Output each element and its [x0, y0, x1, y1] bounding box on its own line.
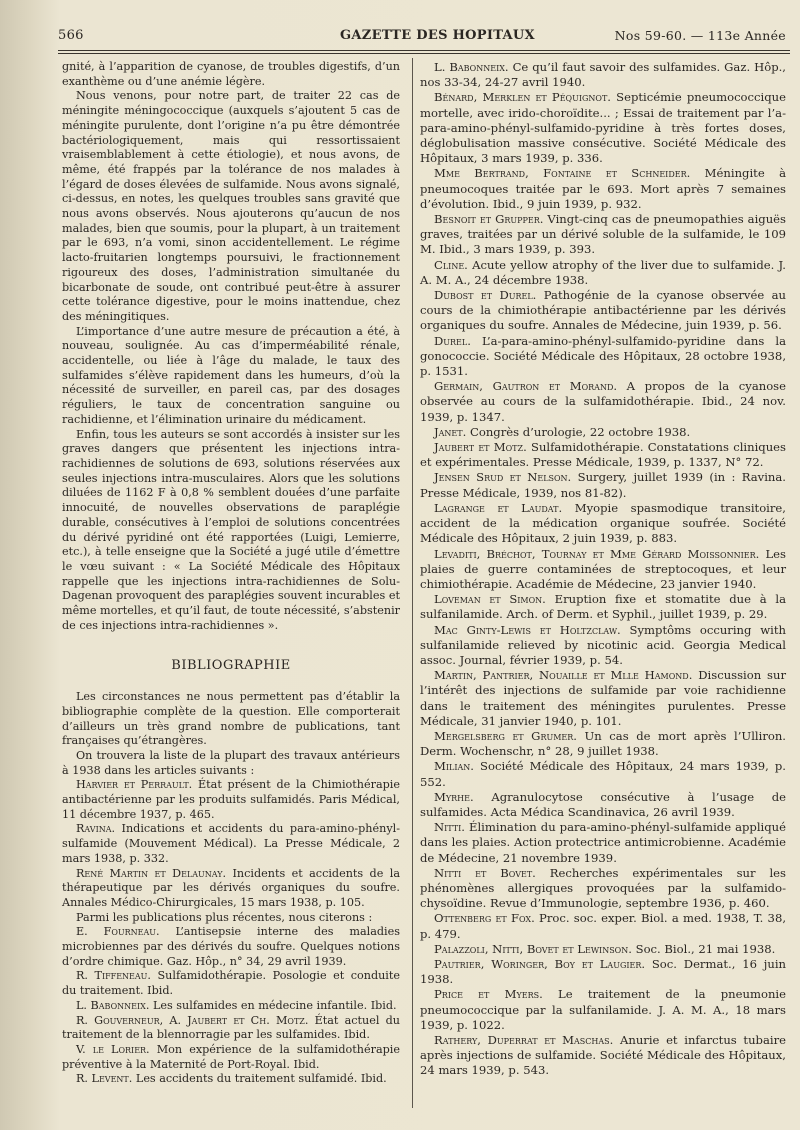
left-column [62, 60, 400, 1087]
reference-author: Levaditi, Bréchot, Tournay et Mme Gérard Moissonnier. [434, 546, 760, 561]
paragraph: On trouvera la liste de la plupart des travaux antérieurs à 1938 dans les articles suivants : [62, 748, 400, 777]
reference-author: Germain, Gautron et Morand. [434, 379, 618, 394]
reference-text: Ce qu’il faut savoir des sulfamides. Gaz. Hôp., nos 33-34, 24-27 avril 1940. [420, 60, 786, 90]
paragraph: Enfin, tous les auteurs se sont accordés à insister sur les graves dangers que présentent les injections intra-rachidiennes de solutions de 693, solutions réservées aux seules injections intra-musculaires. Alors que les solutions diluées de 1162 F à 0,8 % semblent douées d’une parfaite innocuité, de nouvelles observations de paraplégie durable, consécutives à l’emploi de solutions concentrées du dérivé pyridiné ont été rapportées (Luigi, Lemierre, etc.), à telle enseigne que la Société a jugé utile d’émettre le vœu suivant : « La Société Médicale des Hôpitaux rappelle que les injections intra-rachidiennes de Solu-Dagenan provoquent des paraplégies souvent incurables et même mortelles, et qu’il faut, de toute nécessité, s’abstenir de ces injections intra-rachidiennes ». [62, 427, 400, 632]
reference-entry [420, 592, 786, 622]
reference-author: L. Babonneix. [76, 998, 150, 1012]
reference-text: Acute yellow atrophy of the liver due to sulfamide. J. A. M. A., 24 décembre 1938. [420, 257, 786, 287]
section-heading: BIBLIOGRAPHIE [171, 658, 291, 674]
reference-text: État présent de la Chimiothérapie antibactérienne par les produits sulfamidés. Paris Médical, 11 décembre 1937, p. 465. [62, 778, 400, 821]
reference-author: Lagrange et Laudat. [434, 500, 563, 515]
reference-text: Surgery, juillet 1939 (in : Ravina. Presse Médicale, 1939, nos 81-82). [420, 470, 786, 500]
reference-author: Ottenberg et Fox. [434, 911, 535, 926]
paragraph: gnité, à l’apparition de cyanose, de troubles digestifs, d’un exanthème ou d’une anémie légère. [62, 60, 400, 88]
reference-author: Jensen Srud et Nelson. [434, 470, 572, 485]
reference-entry [62, 999, 400, 1014]
reference-author: R. Levent. [76, 1072, 133, 1086]
reference-author: Palazzoli, Nitti, Bovet et Lewinson. [434, 941, 632, 956]
reference-author: Nitti et Bovet. [434, 865, 536, 880]
reference-author: Ravina. [76, 822, 116, 836]
reference-entry [420, 790, 786, 820]
reference-text: Recherches expérimentales sur les phénomènes allergiques provoquées par la sulfamido-chysoïdine. Revue d’Immunologie, septembre 1936, p. 460. [420, 865, 786, 911]
reference-text: Soc. Biol., 21 mai 1938. [631, 941, 776, 956]
reference-text: Anurie et infarctus tubaire après injections de sulfamide. Société Médicale des Hôpitaux, 24 mars 1939, p. 543. [420, 1033, 786, 1078]
reference-entry [420, 1033, 786, 1079]
reference-author: Martin, Pantrier, Nouaille et Mlle Hamond. [434, 668, 693, 683]
reference-text: Agranulocytose consécutive à l’usage de sulfamides. Acta Médica Scandinavica, 26 avril 1939. [420, 789, 786, 819]
reference-text: Myopie spasmodique transitoire, accident de la médication organique soufrée. Société Médicale des Hôpitaux, 2 juin 1939, p. 883. [420, 500, 786, 546]
page-header [58, 24, 790, 46]
reference-entry [62, 778, 400, 822]
reference-author: Myrhe. [434, 789, 474, 804]
reference-text: Indications et accidents du para-amino-phényl-sulfamide (Mouvement Médical). La Presse Médicale, 2 mars 1938, p. 332. [62, 822, 400, 865]
paragraph: L’importance d’une autre mesure de précaution a été, à nouveau, soulignée. Au cas d’imperméabilité rénale, accidentelle, ou liée à l’âge du malade, le taux des sulfamides s’élève rapidement dans les humeurs, d’où la nécessité de surveiller, en pareil cas, par des dosages réguliers, le taux de concentration sanguine ou rachidienne, et l’élimination urinaire du médicament. [62, 324, 400, 426]
reference-author: Loveman et Simon. [434, 592, 546, 607]
reference-author: Besnoit et Grupper. [434, 212, 544, 227]
reference-author: R. Tiffeneau. [76, 969, 151, 983]
issue-info: Nos 59-60. — 113e Année [614, 28, 786, 43]
reference-text: A propos de la cyanose observée au cours de la sulfamidothérapie. Ibid., 24 nov. 1939, p. 1347. [420, 379, 786, 424]
reference-author: Milian. [434, 759, 474, 774]
reference-author: R. Gouverneur, A. Jaubert et Ch. Motz. [76, 1013, 309, 1027]
reference-list [62, 925, 400, 1087]
reference-text: Société Médicale des Hôpitaux, 24 mars 1939, p. 552. [420, 759, 786, 789]
reference-entry [420, 334, 786, 380]
reference-author: Jaubert et Motz. [434, 440, 527, 455]
reference-entry [62, 969, 400, 998]
reference-entry [62, 822, 400, 866]
reference-text: Symptôms occuring with sulfanilamide relieved by nicotinic acid. Georgia Medical assoc. Journal, février 1939, p. 54. [420, 622, 786, 667]
header-rule-double [58, 53, 790, 54]
reference-text: Le traitement de la pneumonie pneumococcique par la sulfanilamide. J. A. M. A., 18 mars 1939, p. 1022. [420, 987, 786, 1032]
reference-text: État actuel du traitement de la blennorragie par les sulfamides. Ibid. [62, 1013, 400, 1042]
paragraph: Les circonstances ne nous permettent pas d’établir la bibliographie complète de la question. Elle comporterait d’ailleurs un très grand nombre de publications, tant françaises qu’étrangères. [62, 690, 400, 748]
reference-text: Eruption fixe et stomatite due à la sulfanilamide. Arch. of Derm. et Syphil., juillet 1939, p. 29. [420, 592, 786, 622]
journal-title: GAZETTE DES HOPITAUX [340, 28, 535, 43]
reference-author: L. Babonneix. [434, 60, 509, 74]
right-column [420, 60, 786, 1079]
reference-entry [420, 90, 786, 166]
reference-entry [420, 288, 786, 334]
reference-entry [420, 258, 786, 288]
reference-text: Congrès d’urologie, 22 octobre 1938. [466, 424, 691, 439]
reference-author: E. Fourneau. [76, 925, 160, 939]
reference-text: Incidents et accidents de la thérapeutique par les dérivés organiques du soufre. Annales Médico-Chirurgicales, 15 mars 1938, p. 105. [62, 866, 400, 909]
reference-author: Mme Bertrand, Fontaine et Schneider. [434, 166, 691, 181]
reference-entry [420, 668, 786, 729]
reference-text: Proc. soc. exper. Biol. a med. 1938, T. 38, p. 479. [420, 911, 786, 941]
reference-text: Septicémie pneumococcique mortelle, avec irido-choroïdite... ; Essai de traitement par l’a-para-amino-phényl-sulfamido-pyridine à très fortes doses, déglobulisation massive consécutive. Société Médicale des Hôpitaux, 3 mars 1939, p. 336. [420, 90, 786, 166]
reference-author: Dubost et Durel. [434, 288, 537, 303]
reference-text: Sulfamidothérapie. Constatations cliniques et expérimentales. Presse Médicale, 1939, p. 1337, N° 72. [420, 440, 786, 470]
reference-text: Mon expérience de la sulfamidothérapie préventive à la Maternité de Port-Royal. Ibid. [62, 1043, 400, 1071]
reference-entry [62, 1014, 400, 1043]
reference-entry [420, 942, 786, 957]
paragraph: Nous venons, pour notre part, de traiter 22 cas de méningite méningococcique (auxquels s’ajoutent 5 cas de méningite purulente, dont l’origine n’a pu être démontrée bactériologiquement, mais qui ressortissaient vraisemblablement à cette étiologie), et nous avons, de même, été frappés par la tolérance de nos malades à l’égard de doses élevées de sulfamide. Nous avons signalé, ci-dessus, en notes, les quelques troubles sans gravité que nous avons observés. Nous ajouterons qu’aucun de nos malades, bien que soumis, pour la plupart, à un traitement par le 693, n’a vomi, sinon accidentellement. Le régime lacto-fruitarien longtemps poursuivi, le fractionnement rigoureux des doses, l’administration simultanée du bicarbonate de soude, ont contribué peut-être à assurer cette tolérance digestive, pour le moins inattendue, chez des méningitiques. [62, 89, 400, 323]
reference-entry [420, 379, 786, 425]
reference-author: René Martin et Delaunay. [76, 866, 227, 880]
reference-author: Cline. [434, 257, 468, 272]
reference-entry [420, 440, 786, 470]
reference-author: Mergelsberg et Grumer. [434, 728, 577, 743]
reference-text: Méningite à pneumocoques traitée par le 693. Mort après 7 semaines d’évolution. Ibid., 9 juin 1939, p. 932. [420, 166, 786, 211]
reference-text: Les accidents du traitement sulfamidé. Ibid. [132, 1072, 387, 1086]
reference-author: Mac Ginty-Lewis et Holtzclaw. [434, 622, 621, 637]
reference-author: Price et Myers. [434, 987, 543, 1002]
reference-author: Pautrier, Woringer, Boy et Laugier. [434, 956, 646, 971]
reference-entry [420, 729, 786, 759]
reference-entry [420, 987, 786, 1033]
reference-entry [420, 425, 786, 440]
reference-author: Janet. [434, 424, 467, 439]
reference-author: Bénard, Merklen et Péquignot. [434, 90, 611, 105]
reference-list [62, 778, 400, 910]
page-number: 566 [58, 28, 84, 43]
reference-text: Soc. Dermat., 16 juin 1938. [420, 956, 786, 987]
reference-entry [420, 212, 786, 258]
reference-entry [420, 957, 786, 987]
reference-text: Pathogénie de la cyanose observée au cours de la chimiothérapie antibactérienne par les dérivés organiques du soufre. Annales de Médecine, juin 1939, p. 56. [420, 288, 787, 333]
reference-entry [420, 547, 786, 593]
reference-entry [62, 1072, 400, 1087]
reference-entry [62, 867, 400, 911]
reference-entry [62, 1043, 400, 1072]
reference-text: L’a-para-amino-phényl-sulfamido-pyridine dans la gonococcie. Société Médicale des Hôpitaux, 28 octobre 1938, p. 1531. [420, 333, 786, 379]
reference-author: Durel. [434, 333, 471, 348]
reference-text: Un cas de mort après l’Ulliron. Derm. Wochenschr, n° 28, 9 juillet 1938. [420, 728, 786, 759]
reference-entry [420, 470, 786, 500]
reference-entry [420, 759, 786, 789]
reference-author: Rathery, Duperrat et Maschas. [434, 1033, 614, 1047]
reference-entry [420, 820, 786, 866]
header-rule [58, 50, 790, 51]
reference-text: Les sulfamides en médecine infantile. Ibid. [149, 998, 397, 1012]
reference-entry [62, 925, 400, 969]
reference-entry [420, 501, 786, 547]
reference-author: Nitti. [434, 820, 465, 835]
reference-entry [420, 866, 786, 912]
reference-entry [420, 911, 786, 941]
reference-entry [420, 623, 786, 669]
reference-author: Harvier et Perrault. [76, 778, 193, 792]
reference-entry [420, 60, 786, 90]
reference-text: Vingt-cinq cas de pneumopathies aiguës graves, traitées par un dérivé soluble de la sulfamide, le 109 M. Ibid., 3 mars 1939, p. 393. [420, 212, 786, 257]
paragraph: Parmi les publications plus récentes, nous citerons : [76, 910, 373, 924]
reference-entry [420, 166, 786, 212]
reference-text: Élimination du para-amino-phényl-sulfamide appliqué dans les plaies. Action protectrice antimicrobienne. Académie de Médecine, 21 novembre 1939. [420, 820, 786, 865]
reference-text: Les plaies de guerre contaminées de streptocoques, et leur chimiothérapie. Académie de Médecine, 23 janvier 1940. [420, 546, 786, 591]
reference-author: V. le Lorier. [76, 1043, 150, 1056]
reference-text: Sulfamidothérapie. Posologie et conduite du traitement. Ibid. [62, 969, 401, 998]
column-divider [412, 58, 413, 1108]
reference-list [420, 60, 786, 1079]
reference-text: L’antisepsie interne des maladies microbiennes par des dérivés du soufre. Quelques notions d’ordre chimique. Gaz. Hôp., n° 34, 29 avril 1939. [62, 925, 400, 968]
reference-text: Discussion sur l’intérêt des injections de sulfamide par voie rachidienne dans le traitement des méningites purulentes. Presse Médicale, 31 janvier 1940, p. 101. [420, 668, 787, 728]
